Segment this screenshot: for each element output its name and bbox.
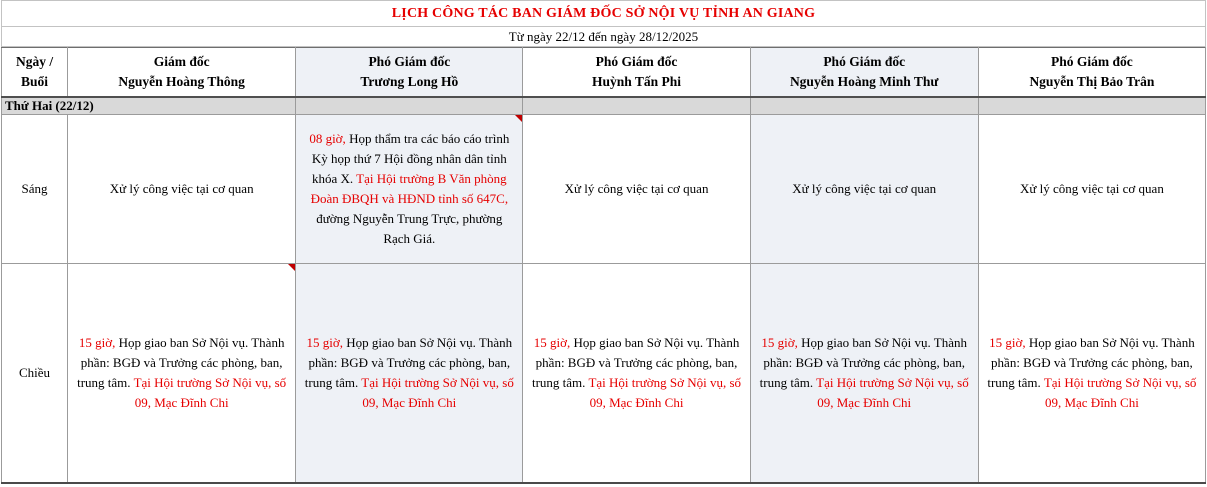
schedule-cell (978, 114, 1205, 263)
schedule-title-row (1, 0, 1206, 27)
header-line1: Ngày / (15, 53, 54, 69)
header-name: Nguyễn Hoàng Thông (118, 73, 245, 89)
col-header-pho-giam-doc-nguyen-hoang-minh-thu (750, 48, 978, 97)
page-title: LỊCH CÔNG TÁC BAN GIÁM ĐỐC SỞ NỘI VỤ TỈNH AN GIANG (391, 5, 816, 21)
schedule-text-segment: 15 giờ, (78, 334, 116, 350)
schedule-text-segment: 15 giờ, (761, 334, 798, 350)
comment-indicator-icon[interactable] (288, 264, 295, 271)
schedule-cell-text (532, 335, 741, 410)
schedule-cell-text (110, 181, 254, 196)
schedule-text-segment: Họp giao ban Sở Nội vụ. Thành phần: BGĐ và Trưởng các phòng, ban, trung tâm. (759, 334, 968, 390)
schedule-text-segment: 15 giờ, (989, 334, 1026, 350)
schedule-cell-text (305, 335, 514, 410)
schedule-text-segment: Họp giao ban Sở Nội vụ. Thành phần: BGĐ và Trưởng các phòng, ban, trung tâm. (531, 334, 740, 390)
session-row-sang (2, 114, 1206, 263)
day-row-empty-cell (750, 97, 978, 115)
schedule-cell (296, 114, 523, 263)
schedule-cell-text (309, 131, 509, 246)
header-name: Nguyễn Thị Bảo Trân (1029, 73, 1155, 89)
session-row-chieu (2, 263, 1206, 483)
schedule-text-segment: đường Nguyễn Trung Trực, phường Rạch Giá. (316, 210, 503, 246)
header-role: Phó Giám đốc (595, 53, 678, 69)
schedule-text-segment: Xử lý công việc tại cơ quan (792, 180, 937, 196)
schedule-text-segment: Tại Hội trường Sở Nội vụ, số 09, Mạc Đĩnh Chi (588, 374, 742, 410)
schedule-table (1, 47, 1206, 484)
schedule-sheet (1, 0, 1206, 484)
session-label-sang: Sáng (2, 114, 68, 263)
schedule-text-segment: Tại Hội trường Sở Nội vụ, số 09, Mạc Đĩnh Chi (361, 374, 514, 410)
schedule-text-segment: Họp giao ban Sở Nội vụ. Thành phần: BGĐ và Trưởng các phòng, ban, trung tâm. (987, 334, 1195, 390)
header-name: Trương Long Hồ (360, 73, 459, 89)
col-header-pho-giam-doc-nguyen-thi-bao-tran (978, 48, 1205, 97)
date-range: Từ ngày 22/12 đến ngày 28/12/2025 (508, 28, 699, 44)
header-line2: Buổi (21, 73, 49, 89)
col-header-giam-doc-nguyen-hoang-thong (68, 48, 296, 97)
day-row-thu-hai (2, 97, 1206, 115)
day-label: Thứ Hai (22/12) (2, 97, 296, 115)
schedule-cell (523, 263, 750, 483)
schedule-cell-text (565, 181, 709, 196)
header-role: Phó Giám đốc (368, 53, 451, 69)
schedule-text-segment: Họp thẩm tra các báo cáo trình Kỳ họp thứ 7 Hội đồng nhân dân tỉnh khóa X. (311, 130, 510, 186)
schedule-text-segment: Xử lý công việc tại cơ quan (564, 180, 709, 196)
schedule-cell (750, 114, 978, 263)
header-role: Giám đốc (153, 53, 210, 69)
schedule-cell-text (987, 335, 1196, 410)
schedule-cell-text (760, 335, 969, 410)
col-header-ngay-buoi (2, 48, 68, 97)
col-header-pho-giam-doc-truong-long-ho (296, 48, 523, 97)
header-role: Phó Giám đốc (1051, 53, 1133, 69)
day-row-empty-cell (523, 97, 750, 115)
schedule-text-segment: Tại Hội trường Sở Nội vụ, số 09, Mạc Đĩnh Chi (816, 374, 969, 410)
header-name: Huỳnh Tấn Phi (591, 73, 682, 89)
day-row-empty-cell (978, 97, 1205, 115)
schedule-text-segment: Tại Hội trường Sở Nội vụ, số 09, Mạc Đĩnh Chi (1043, 374, 1197, 410)
schedule-text-segment: Xử lý công việc tại cơ quan (109, 180, 254, 196)
header-row (2, 48, 1206, 97)
col-header-pho-giam-doc-huynh-tan-phi (523, 48, 750, 97)
schedule-cell-text (77, 335, 286, 410)
session-label-chieu: Chiều (2, 263, 68, 483)
schedule-text-segment: 15 giờ, (306, 334, 344, 350)
schedule-cell-text (792, 181, 936, 196)
schedule-cell-text (1020, 181, 1164, 196)
schedule-cell (296, 263, 523, 483)
schedule-cell (68, 114, 296, 263)
schedule-text-segment: Xử lý công việc tại cơ quan (1019, 180, 1164, 196)
schedule-cell (978, 263, 1205, 483)
schedule-text-segment: 08 giờ, (309, 130, 346, 146)
schedule-subtitle-row (1, 27, 1206, 47)
schedule-text-segment: 15 giờ, (533, 334, 571, 350)
schedule-cell (68, 263, 296, 483)
header-role: Phó Giám đốc (823, 53, 906, 69)
header-name: Nguyễn Hoàng Minh Thư (789, 73, 939, 89)
comment-indicator-icon[interactable] (515, 115, 522, 122)
day-row-empty-cell (296, 97, 523, 115)
schedule-cell (750, 263, 978, 483)
schedule-text-segment: Họp giao ban Sở Nội vụ. Thành phần: BGĐ và Trưởng các phòng, ban, trung tâm. (304, 334, 513, 390)
schedule-text-segment: Tại Hội trường Sở Nội vụ, số 09, Mạc Đĩnh Chi (133, 374, 287, 410)
schedule-text-segment: Họp giao ban Sở Nội vụ. Thành phần: BGĐ và Trưởng các phòng, ban, trung tâm. (77, 334, 285, 390)
schedule-text-segment: Tại Hội trường B Văn phòng Đoàn ĐBQH và HĐND tỉnh số 647C, (310, 170, 509, 206)
schedule-cell (523, 114, 750, 263)
